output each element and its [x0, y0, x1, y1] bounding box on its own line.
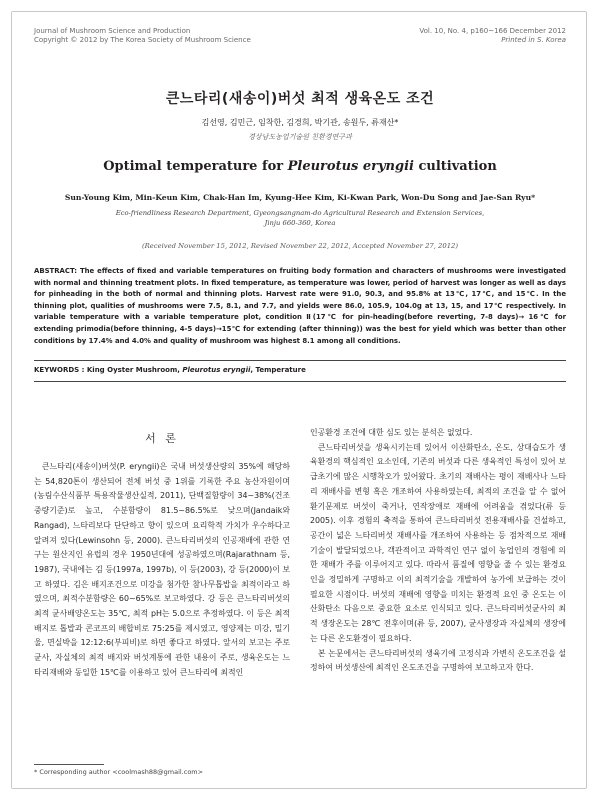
english-title-species: Pleurotus eryngii	[287, 159, 414, 174]
body-paragraph: 본 논문에서는 큰느타리버섯의 생육기에 고정식과 가변식 온도조건을 설정하여 버섯생산에 최적인 온도조건을 구명하여 보고하고자 한다.	[310, 648, 566, 673]
keywords-species: Pleurotus eryngii	[182, 366, 251, 374]
abstract-label: ABSTRACT:	[34, 267, 78, 275]
keywords-prefix: King Oyster Mushroom,	[86, 366, 183, 374]
volume-line: Vol. 10, No. 4, p160~166 December 2012	[419, 27, 566, 35]
body-column-left	[34, 460, 290, 681]
keywords-top-rule	[34, 360, 566, 361]
body-column-right	[310, 426, 566, 676]
copyright-line: Copyright © 2012 by The Korea Society of Mushroom Science	[34, 36, 251, 44]
english-affiliation	[0, 208, 600, 228]
printed-line: Printed in S. Korea	[501, 36, 566, 44]
abstract-text: The effects of fixed and variable temperatures on fruiting body formation and characters of mushrooms were investigated with normal and thinning treatment plots. In fixed temperature, as temperature was lower, period of harvest was longer as well as days for pinheading in the both of normal and thinning plots. Harvest rate were 91.0, 90.3, and 95.8% at 13℃, 17℃, and 15℃. In the thinning plot, qualities of mushrooms were 7.5, 8.1, and 7.7, and yields were 86.0, 105.9, 104.0g at 13, 15, and 17℃ respectively. In variable temperature with a variable temperature plot, condition Ⅱ(17℃ for pin-heading(before reverting, 7-8 days)→ 16℃ for extending primodia(before thinning, 4-5 days)→15℃ for extending (after thinning)) was the best for yield which was better than other conditions by 17.4% and 4.0% and quality of mushroom was highest 8.1 among all conditions.	[34, 267, 566, 345]
keywords	[34, 366, 566, 374]
keywords-bottom-rule	[34, 381, 566, 382]
korean-title: 큰느타리(새송이)버섯 최적 생육온도 조건	[165, 91, 435, 107]
affiliation-line-1: Eco-friendliness Research Department, Gyeongsangnam-do Agricultural Research and Extension Services,	[115, 209, 485, 217]
journal-header	[34, 27, 251, 45]
issue-header	[419, 27, 566, 45]
korean-authors: 김선영, 김민근, 임착한, 김경희, 박기관, 송원두, 류재산*	[201, 118, 399, 127]
body-paragraph: 큰느타리버섯을 생육시키는데 있어서 이산화탄소, 온도, 상대습도가 생육환경의 핵심적인 요소인데, 기존의 버섯과 다른 생육적인 특성이 있어 보급초기에 많은 시행착오가 있어왔다. 초기의 재배사는 평이 재배사나 느타리 재배사를 변형 혹은 개조하여 사용하였는데, 최적의 조건을 알 수 없어 환기문제로 버섯이 죽거나, 연작장애로 재배에 어려움을 겪었다(류 등 2005). 이후 경험의 축적을 통하여 큰느타리버섯 전용재배사를 건설하고, 공간이 넓은 느타리버섯 재배사를 개조하여 사용하는 등 점차적으로 재배기술이 발달되었으나, 객관적이고 과학적인 연구 없이 농업인의 경험에 의한 재배가 주를 이루어지고 있다. 따라서 품질에 영향을 줄 수 있는 환경요인을 정밀하게 구명하고 이의 최적기술을 개발하여 농가에 보급하는 것이 필요한 시점이다. 버섯의 재배에 영향을 미치는 환경적 요인 중 온도는 이산화탄소 다음으로 중요한 요소로 인식되고 있다. 큰느타리버섯균사의 최적 생장온도는 28℃ 전후이며(류 등, 2007), 균사생장과 자실체의 생장에는 다른 온도환경이 필요하다.	[310, 442, 566, 643]
body-paragraph: 인공환경 조건에 대한 심도 있는 분석은 없었다.	[310, 428, 473, 437]
english-title	[0, 159, 600, 174]
abstract	[34, 266, 566, 347]
corresponding-author-footnote: * Corresponding author <coolmash88@gmail.com>	[34, 768, 204, 776]
english-authors: Sun-Young Kim, Min-Keun Kim, Chak-Han Im, Kyung-Hee Kim, Ki-Kwan Park, Won-Du Song and Jae-San Ryu*	[64, 193, 536, 202]
english-title-suffix: cultivation	[413, 159, 497, 174]
affiliation-line-2: Jinju 660-360, Korea	[264, 219, 336, 227]
korean-affiliation: 경상남도농업기술원 친환경연구과	[248, 133, 352, 141]
footnote-rule	[34, 764, 104, 765]
body-paragraph: 큰느타리(새송이)버섯(P. eryngii)은 국내 버섯생산량의 35%에 해당하는 54,820톤이 생산되어 전체 버섯 중 1위를 기록한 주요 농산자원이며(농림수산식품부 특용작물생산실적, 2011), 단백질함량이 34~38%(건조중량기준)로 높고, 수분함량이 81.5~86.5%로 낮으며(Jandaik와 Rangad), 느타리보다 단단하고 향이 있으며 요리학적 가치가 우수하다고 알려져 있다(Lewinsohn 등, 2000). 큰느타리버섯의 인공재배에 관한 연구는 원산지인 유럽의 경우 1950년대에 성공하였으며(Rajarathnam 등, 1987), 국내에는 김 등(1997a, 1997b), 이 등(2003), 강 등(2000)이 보고 하였다. 김은 배지조건으로 미강을 첨가한 참나무톱밥을 최적이라고 하였으며, 최적수분함량은 60~65%로 보고하였다. 강 등은 큰느타리버섯의 최적 균사배양온도는 35℃, 최적 pH는 5.0으로 추정하였다. 이 등은 최적배지로 톱밥과 콘코프의 배합비로 75:25를 제시였고, 영양제는 미강, 밀기울, 면실박을 12:12:6(부피비)로 하면 좋다고 하였다. 앞서의 보고는 주로 균사, 자실체의 최적 배지와 버섯계통에 관한 내용이 주로, 생육온도는 느타리재배와 동일한 15℃를 이용하고 있어 큰느타리에 최적인	[34, 462, 290, 677]
english-title-prefix: Optimal temperature for	[103, 159, 288, 174]
keywords-label: KEYWORDS :	[34, 366, 87, 374]
section-heading-introduction: 서 론	[145, 432, 179, 445]
journal-name: Journal of Mushroom Science and Production	[34, 27, 191, 35]
keywords-suffix: , Temperature	[250, 366, 306, 374]
submission-dates: (Received November 15, 2012, Revised November 22, 2012, Accepted November 27, 2012)	[142, 242, 458, 250]
